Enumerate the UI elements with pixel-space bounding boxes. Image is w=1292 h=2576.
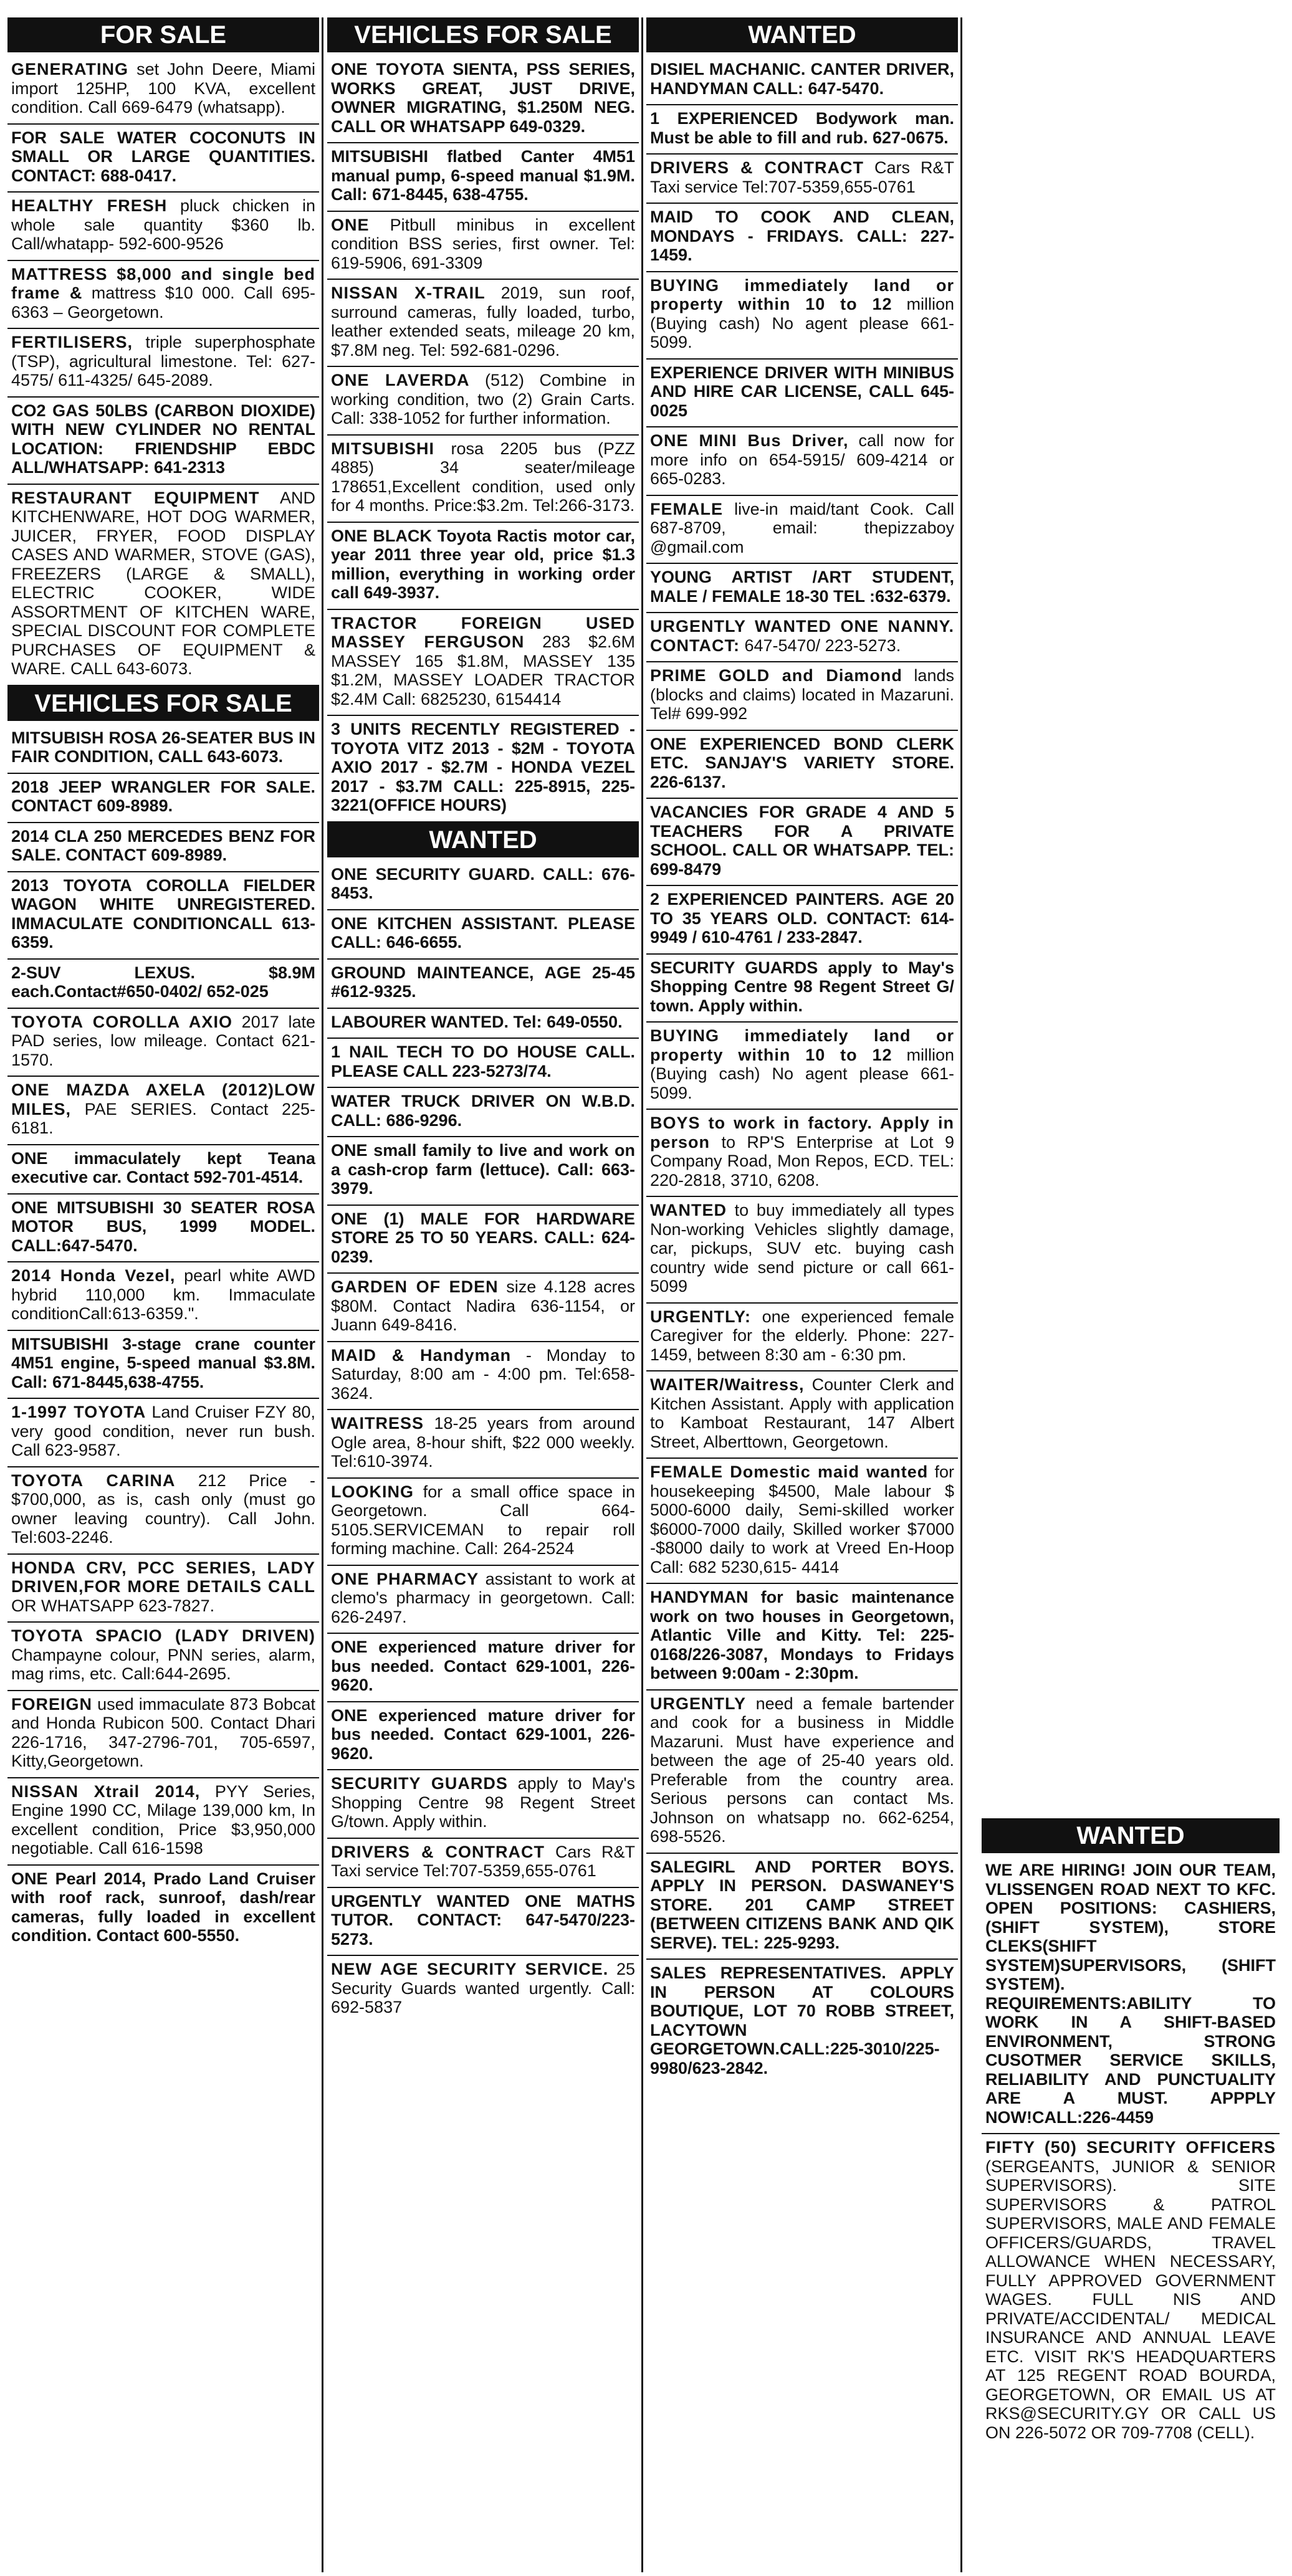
classified-ad <box>646 1371 958 1459</box>
classifieds-column-4 <box>982 1818 1280 2448</box>
classified-ad <box>7 1555 319 1623</box>
ad-lead-text: ONE <box>331 215 370 234</box>
classified-ad <box>7 56 319 125</box>
ad-lead-text: 2014 Honda Vezel, <box>11 1266 176 1285</box>
ad-lead-text: NEW AGE SECURITY SERVICE. <box>331 1960 609 1978</box>
ad-body-text: need a female bartender and cook for a business in Middle Mazaruni. Must have experience and between the age of 25-40 years old. Preferable from the country area. Serious persons can contact Ms. Johnson on whatsapp no. 662-6254, 698-5526. <box>650 1694 954 1846</box>
ad-lead-text: DRIVERS & CONTRACT <box>331 1842 545 1861</box>
ad-body-text: used immaculate 873 Bobcat and Honda Rubicon 500. Contact Dhari 226-1716, 347-2796-701, 705-6597, Kitty,Georgetown. <box>11 1694 315 1770</box>
ad-body-text: SECURITY GUARDS apply to May's Shopping Centre 98 Regent Street G/ town. Apply within. <box>650 958 954 1015</box>
ad-body-text: ONE experienced mature driver for bus needed. Contact 629-1001, 226-9620. <box>331 1705 635 1763</box>
ad-body-text: 2018 JEEP WRANGLER FOR SALE. CONTACT 609-8989. <box>11 777 315 815</box>
ad-lead-text: BOYS to work in factory. Apply in person <box>650 1114 954 1152</box>
ad-body-text: EXPERIENCE DRIVER WITH MINIBUS AND HIRE CAR LICENSE, CALL 645-0025 <box>650 363 954 420</box>
ad-lead-text: BUYING immediately land or property within 10 to 12 <box>650 1026 954 1064</box>
classified-ad <box>982 2134 1280 2448</box>
ad-body-text: WATER TRUCK DRIVER ON W.B.D. CALL: 686-9296. <box>331 1092 635 1130</box>
section-header: WANTED <box>646 17 958 52</box>
ad-body-text: MITSUBISH ROSA 26-SEATER BUS IN FAIR CONDITION, CALL 643-6073. <box>11 728 315 766</box>
ad-body-text: to buy immediately all types Non-working Vehicles slightly damage, car, pickups, SUV etc. buying cash country wide send picture or call 661-5099 <box>650 1201 954 1295</box>
ad-body-text: one experienced female Caregiver for the elderly. Phone: 227-1459, between 8:30 am - 6:30 pm. <box>650 1307 954 1364</box>
classified-ad <box>327 280 639 367</box>
classified-ad <box>646 56 958 105</box>
ad-lead-text: SECURITY GUARDS <box>331 1774 508 1793</box>
classified-ad <box>327 1274 639 1342</box>
ad-body-text: ONE KITCHEN ASSISTANT. PLEASE CALL: 646-6655. <box>331 914 635 952</box>
classified-ad <box>7 261 319 330</box>
classified-ad <box>327 1839 639 1888</box>
ad-body-text: 2017 late PAD series, low mileage. Contact 621-1570. <box>11 1012 315 1069</box>
classified-ad <box>327 910 639 960</box>
ad-lead-text: GENERATING <box>11 60 129 79</box>
classified-ad <box>646 1304 958 1372</box>
classified-ad <box>7 960 319 1009</box>
section-header: VEHICLES FOR SALE <box>7 686 319 721</box>
classified-ad <box>646 427 958 496</box>
classified-ad <box>327 367 639 436</box>
ad-body-text: million (Buying cash) No agent please 661-5099. <box>650 295 954 351</box>
ad-body-text: YOUNG ARTIST /ART STUDENT, MALE / FEMALE 18-30 TEL :632-6379. <box>650 568 954 606</box>
ad-lead-text: FERTILISERS, <box>11 333 133 351</box>
classified-ad <box>646 731 958 799</box>
ad-lead-text: TOYOTA CARINA <box>11 1471 176 1490</box>
ad-body-text: set John Deere, Miami import 125HP, 100 KVA, excellent condition. Call 669-6479 (whatsapp). <box>11 60 315 117</box>
section-header: WANTED <box>327 823 639 857</box>
classified-ad <box>327 960 639 1009</box>
ad-body-text: ONE small family to live and work on a cash-crop farm (lettuce). Call: 663-3979. <box>331 1141 635 1198</box>
classified-ad <box>646 204 958 272</box>
classified-ad <box>646 799 958 886</box>
ad-body-text: mattress $10 000. Call 695-6363 – Georgetown. <box>11 284 315 322</box>
section-header: FOR SALE <box>7 17 319 52</box>
classifieds-column-3 <box>646 17 958 2084</box>
ad-body-text: million (Buying cash) No agent please 661-5099. <box>650 1045 954 1102</box>
ad-body-text: ONE (1) MALE FOR HARDWARE STORE 25 TO 50 YEARS. CALL: 624-0239. <box>331 1209 635 1266</box>
ad-body-text: - Monday to Saturday, 8:00 am - 4:00 pm. Tel:658-3624. <box>331 1345 635 1403</box>
classified-ad <box>7 725 319 774</box>
ad-lead-text: NISSAN Xtrail 2014, <box>11 1782 201 1801</box>
ad-lead-text: MITSUBISHI <box>331 439 435 458</box>
ad-body-text: size 4.128 acres $80M. Contact Nadira 636-1154, or Juann 649-8416. <box>331 1277 635 1334</box>
ad-body-text: MITSUBISHI 3-stage crane counter 4M51 engine, 5-speed manual $3.8M. Call: 671-8445,638-4755. <box>11 1334 315 1391</box>
column-divider <box>960 17 962 2572</box>
classified-ad <box>327 861 639 910</box>
classified-ad <box>646 564 958 613</box>
ad-body-text: 283 $2.6M MASSEY 165 $1.8M, MASSEY 135 $1.2M, MASSEY LOADER TRACTOR $2.4M Call: 6825230, 6154414 <box>331 632 635 708</box>
ad-lead-text: ONE LAVERDA <box>331 371 470 389</box>
ad-body-text: 1 EXPERIENCED Bodywork man. Must be able to fill and rub. 627-0675. <box>650 109 954 147</box>
classified-ad <box>646 1197 958 1304</box>
classified-ad <box>646 1584 958 1691</box>
ad-body-text: for a small office space in Georgetown. Call 664-5105.SERVICEMAN to repair roll forming machine. Call: 264-2524 <box>331 1482 635 1558</box>
ad-lead-text: ONE MAZDA AXELA (2012)LOW MILES, <box>11 1080 315 1119</box>
classified-ad <box>7 1399 319 1467</box>
ad-body-text: pearl white AWD hybrid 110,000 km. Immaculate conditionCall:613-6359.". <box>11 1266 315 1323</box>
classified-ad <box>646 886 958 955</box>
ad-lead-text: FOREIGN <box>11 1694 93 1714</box>
classified-ad <box>327 1088 639 1137</box>
ad-body-text: 3 UNITS RECENTLY REGISTERED - TOYOTA VITZ 2013 - $2M - TOYOTA AXIO 2017 - $2.7M - HONDA VEZEL 2017 - $3.7M CALL: 225-8915, 225-3221(OFFICE HOURS) <box>331 720 635 814</box>
ad-body-text: ONE Pearl 2014, Prado Land Cruiser with roof rack, sunroof, dash/rear cameras, fully loaded in excellent condition. Contact 600-5550. <box>11 1869 315 1945</box>
ad-lead-text: NISSAN X-TRAIL <box>331 284 486 302</box>
classified-ad <box>327 143 639 212</box>
ad-body-text: FOR SALE WATER COCONUTS IN SMALL OR LARGE QUANTITIES. CONTACT: 688-0417. <box>11 128 315 185</box>
ad-body-text: 2014 CLA 250 MERCEDES BENZ FOR SALE. CONTACT 609-8989. <box>11 826 315 864</box>
ad-lead-text: URGENTLY WANTED ONE NANNY. CONTACT: <box>650 617 954 655</box>
classified-ad <box>7 485 319 686</box>
ad-body-text: ONE experienced mature driver for bus needed. Contact 629-1001, 226-9620. <box>331 1638 635 1694</box>
ad-body-text: rosa 2205 bus (PZZ 4885) 34 seater/mileage 178651,Excellent condition, used only for 4 months. Price:$3.2m. Tel:266-3173. <box>331 439 635 515</box>
ad-body-text: Pitbull minibus in excellent condition BSS series, first owner. Tel: 619-5906, 691-3309 <box>331 215 635 272</box>
ad-body-text: Cars R&T Taxi service Tel:707-5359,655-0761 <box>650 158 954 196</box>
ad-lead-text: WAITRESS <box>331 1414 424 1433</box>
ad-lead-text: LOOKING <box>331 1482 414 1501</box>
ad-body-text: (SERGEANTS, JUNIOR & SENIOR SUPERVISORS). SITE SUPERVISORS & PATROL SUPERVISORS, MALE AND FEMALE OFFICERS/GUARDS, TRAVEL ALLOWANCE WHEN NECESSARY, FULLY APPROVED GOVERNMENT WAGES. FULL NIS AND PRIVATE/ACCIDENTAL/ MEDICAL INSURANCE AND ANNUAL LEAVE ETC. VISIT RK'S HEADQUARTERS AT 125 REGENT ROAD BOURDA, GEORGETOWN, OR EMAIL US AT RKS@SECURITY.GY OR CALL US ON 226-5072 OR 709-7708 (CELL). <box>985 2157 1276 2442</box>
classified-ad <box>327 1479 639 1566</box>
classified-ad <box>646 1854 958 1960</box>
ad-lead-text: TOYOTA COROLLA AXIO <box>11 1012 232 1031</box>
ad-lead-text: FIFTY (50) SECURITY OFFICERS <box>985 2138 1276 2157</box>
ad-lead-text: URGENTLY <box>650 1694 747 1713</box>
section-header: WANTED <box>982 1818 1280 1853</box>
ad-body-text: 2013 TOYOTA COROLLA FIELDER WAGON WHITE UNREGISTERED. IMMACULATE CONDITIONCALL 613-6359. <box>11 875 315 952</box>
classified-ad <box>7 1623 319 1691</box>
classifieds-column-2 <box>327 17 639 2023</box>
ad-body-text: SALES REPRESENTATIVES. APPLY IN PERSON AT COLOURS BOUTIQUE, LOT 70 ROBB STREET, LACYTOWN GEORGETOWN.CALL:225-3010/225-9980/623-2842. <box>650 1963 954 2077</box>
ad-body-text: (512) Combine in working condition, two (2) Grain Carts. Call: 338-1052 for further information. <box>331 371 635 427</box>
classified-ad <box>327 610 639 717</box>
ad-body-text: PYY Series, Engine 1990 CC, Milage 139,000 km, In excellent condition, Price $3,950,000 negotiable. Call 616-1598 <box>11 1782 315 1858</box>
classified-ad <box>646 1110 958 1197</box>
classified-ad <box>646 955 958 1023</box>
classified-ad <box>7 1262 319 1331</box>
classified-ad <box>646 360 958 428</box>
classified-ad <box>7 1467 319 1555</box>
ad-body-text: ONE BLACK Toyota Ractis motor car, year 2011 three year old, price $1.3 million, everything in working order call 649-3937. <box>331 526 635 602</box>
ad-lead-text: URGENTLY: <box>650 1307 752 1326</box>
ad-body-text: ONE EXPERIENCED BOND CLERK ETC. SANJAY'S VARIETY STORE. 226-6137. <box>650 734 954 791</box>
ad-body-text: 18-25 years from around Ogle area, 8-hour shift, $22 000 weekly. Tel:610-3974. <box>331 1414 635 1471</box>
ad-body-text: assistant to work at clemo's pharmacy in georgetown. Call: 626-2497. <box>331 1569 635 1626</box>
classified-ad <box>646 613 958 662</box>
classified-ad <box>327 1410 639 1479</box>
ad-body-text: ONE MITSUBISHI 30 SEATER ROSA MOTOR BUS, 1999 MODEL. CALL:647-5470. <box>11 1198 315 1255</box>
classified-ad <box>327 716 639 823</box>
ad-lead-text: GARDEN OF EDEN <box>331 1277 499 1296</box>
ad-lead-text: MAID & Handyman <box>331 1345 512 1365</box>
ad-body-text: 25 Security Guards wanted urgently. Call: 692-5837 <box>331 1960 635 2016</box>
classified-ad <box>7 872 319 960</box>
ad-lead-text: TOYOTA SPACIO (LADY DRIVEN) <box>11 1626 315 1645</box>
classified-ad <box>327 1566 639 1634</box>
classified-ad <box>327 1009 639 1039</box>
ad-body-text: for housekeeping $4500, Male labour $ 5000-6000 daily, Semi-skilled worker $6000-7000 daily, Skilled worker $7000 -$8000 daily to work at Vreed En-Hoop Call: 682 5230,615- 4414 <box>650 1462 954 1577</box>
column-divider <box>322 17 323 2572</box>
ad-body-text: 212 Price - $700,000, as is, cash only (must go owner leaving country). Call John. Tel:603-2246. <box>11 1471 315 1547</box>
ad-lead-text: WANTED <box>650 1201 727 1219</box>
section-header: VEHICLES FOR SALE <box>327 17 639 52</box>
classified-ad <box>327 1888 639 1957</box>
ad-body-text: Land Cruiser FZY 80, very good condition, never run bush. Call 623-9587. <box>11 1403 316 1459</box>
ad-body-text: LABOURER WANTED. Tel: 649-0550. <box>331 1012 623 1031</box>
ad-lead-text: PRIME GOLD and Diamond <box>650 666 902 685</box>
ad-body-text: ONE SECURITY GUARD. CALL: 676-8453. <box>331 864 635 902</box>
classified-ad <box>7 398 319 485</box>
classified-ad <box>327 436 639 523</box>
classified-ad <box>646 662 958 731</box>
classified-ad <box>646 1459 958 1584</box>
classified-ad <box>7 1145 319 1195</box>
classified-ad <box>646 1960 958 2084</box>
ad-body-text: Champayne colour, PNN series, alarm, mag rims, etc. Call:644-2695. <box>11 1645 315 1683</box>
ad-lead-text: WAITER/Waitress, <box>650 1375 805 1394</box>
ad-body-text: ONE immaculately kept Teana executive car. Contact 592-701-4514. <box>11 1148 315 1186</box>
ad-body-text: triple superphosphate (TSP), agricultural limestone. Tel: 627-4575/ 611-4325/ 645-2089. <box>11 333 315 389</box>
ad-body-text: DISIEL MACHANIC. CANTER DRIVER, HANDYMAN CALL: 647-5470. <box>650 60 954 98</box>
ad-body-text: CO2 GAS 50LBS (CARBON DIOXIDE) WITH NEW CYLINDER NO RENTAL LOCATION: FRIENDSHIP EBDC ALL/WHATSAPP: 641-2313 <box>11 401 315 477</box>
ad-body-text: AND KITCHENWARE, HOT DOG WARMER, JUICER, FRYER, FOOD DISPLAY CASES AND WARMER, STOVE (GAS), FREEZERS (LARGE & SMALL), ELECTRIC COOKER, WIDE ASSORTMENT OF KITCHEN WARE, SPECIAL DISCOUNT FOR COMPLETE PURCHASES OF EQUIPMENT & WARE. CALL 643-6073. <box>11 488 315 678</box>
classifieds-column-1 <box>7 17 319 1952</box>
classified-ad <box>327 1770 639 1839</box>
ad-body-text: 1 NAIL TECH TO DO HOUSE CALL. PLEASE CALL 223-5273/74. <box>331 1042 635 1080</box>
ad-lead-text: FEMALE <box>650 499 723 518</box>
ad-body-text: live-in maid/tant Cook. Call 687-8709, email: thepizzaboy @gmail.com <box>650 499 954 556</box>
classified-ad <box>327 1137 639 1206</box>
ad-body-text: URGENTLY WANTED ONE MATHS TUTOR. CONTACT: 647-5470/223-5273. <box>331 1891 635 1949</box>
classified-ad <box>327 1702 639 1771</box>
ad-body-text: 647-5470/ 223-5273. <box>739 636 901 655</box>
classified-ad <box>327 1634 639 1702</box>
classified-ad <box>7 1331 319 1400</box>
ad-body-text: pluck chicken in whole sale quantity $360 lb. Call/whatapp- 592-600-9526 <box>11 196 315 253</box>
classified-ad <box>327 1956 639 2023</box>
classified-ad <box>7 774 319 823</box>
classified-ad <box>7 329 319 398</box>
ad-body-text: 2019, sun roof, surround cameras, fully loaded, turbo, leather extended seats, mileage 20 km, $7.8M neg. Tel: 592-681-0296. <box>331 284 635 360</box>
ad-body-text: VACANCIES FOR GRADE 4 AND 5 TEACHERS FOR A PRIVATE SCHOOL. CALL OR WHATSAPP. TEL: 699-8479 <box>650 803 954 879</box>
ad-body-text: apply to May's Shopping Centre 98 Regent Street G/town. Apply within. <box>331 1774 635 1831</box>
ad-lead-text: HONDA CRV, PCC SERIES, LADY DRIVEN,FOR MORE DETAILS CALL <box>11 1558 315 1596</box>
ad-body-text: OR WHATSAPP 623-7827. <box>11 1596 215 1615</box>
classified-ad <box>646 105 958 155</box>
classified-ad <box>7 1866 319 1952</box>
ad-body-text: MAID TO COOK AND CLEAN, MONDAYS - FRIDAYS. CALL: 227-1459. <box>650 208 954 264</box>
classified-ad <box>327 523 639 610</box>
ad-lead-text: RESTAURANT EQUIPMENT <box>11 488 260 507</box>
classified-ad <box>7 1077 319 1145</box>
ad-lead-text: HEALTHY FRESH <box>11 196 168 215</box>
ad-body-text: to RP'S Enterprise at Lot 9 Company Road, Mon Repos, ECD. TEL: 220-2818, 3710, 6208. <box>650 1132 954 1190</box>
ad-lead-text: ONE PHARMACY <box>331 1569 479 1588</box>
classified-ad <box>7 1778 319 1866</box>
ad-lead-text: FEMALE Domestic maid wanted <box>650 1462 929 1481</box>
ad-body-text: 2 EXPERIENCED PAINTERS. AGE 20 TO 35 YEARS OLD. CONTACT: 614-9949 / 610-4761 / 233-2847. <box>650 890 954 947</box>
classified-ad <box>646 155 958 204</box>
ad-lead-text: BUYING immediately land or property within 10 to 12 <box>650 275 954 313</box>
ad-lead-text: ONE MINI Bus Driver, <box>650 431 849 450</box>
ad-body-text: PAE SERIES. Contact 225-6181. <box>11 1099 315 1137</box>
classified-ad <box>327 1039 639 1088</box>
classified-ad <box>327 1206 639 1274</box>
ad-body-text: lands (blocks and claims) located in Mazaruni. Tel# 699-992 <box>650 666 954 723</box>
ad-body-text: call now for more info on 654-5915/ 609-4214 or 665-0283. <box>650 431 955 488</box>
classified-ad <box>7 193 319 261</box>
classified-ad <box>646 1691 958 1854</box>
ad-body-text: SALEGIRL AND PORTER BOYS. APPLY IN PERSON. DASWANEY'S STORE. 201 CAMP STREET (BETWEEN CITIZENS BANK AND QIK SERVE). TEL: 225-9293. <box>650 1857 954 1952</box>
ad-body-text: GROUND MAINTEANCE, AGE 25-45 #612-9325. <box>331 963 635 1001</box>
classified-ad <box>7 1691 319 1778</box>
classified-ad <box>7 823 319 872</box>
ad-lead-text: 1-1997 TOYOTA <box>11 1403 146 1421</box>
classified-ad <box>646 1023 958 1110</box>
classified-ad <box>7 1195 319 1263</box>
ad-body-text: Cars R&T Taxi service Tel:707-5359,655-0761 <box>331 1842 635 1880</box>
ad-body-text: MITSUBISHI flatbed Canter 4M51 manual pump, 6-speed manual $1.9M. Call: 671-8445, 638-4755. <box>331 147 635 204</box>
classified-ad <box>646 272 958 360</box>
ad-body-text: WE ARE HIRING! JOIN OUR TEAM, VLISSENGEN ROAD NEXT TO KFC. OPEN POSITIONS: CASHIERS, (SHIFT SYSTEM), STORE CLEKS(SHIFT SYSTEM)SUPERVISORS, (SHIFT SYSTEM). REQUIREMENTS:ABILITY TO WORK IN A SHIFT-BASED ENVIRONMENT, STRONG CUSOTMER SERVICE SKILLS, RELIABILITY AND PUNCTUALITY ARE A MUST. APPPLY NOW!CALL:226-4459 <box>985 1861 1276 2127</box>
ad-lead-text: DRIVERS & CONTRACT <box>650 158 864 177</box>
classified-ad <box>327 56 639 143</box>
ad-lead-text: MATTRESS $8,000 and single bed frame & <box>11 264 315 302</box>
classified-ad <box>982 1857 1280 2134</box>
classified-ad <box>327 1342 639 1411</box>
ad-lead-text: TRACTOR FOREIGN USED MASSEY FERGUSON <box>331 613 635 651</box>
classified-ad <box>327 212 639 280</box>
ad-body-text: 2-SUV LEXUS. $8.9M each.Contact#650-0402/ 652-025 <box>11 963 315 1001</box>
column-divider <box>641 17 643 2572</box>
classified-ad <box>7 1009 319 1077</box>
ad-body-text: Counter Clerk and Kitchen Assistant. Apply with application to Kamboat Restaurant, 147 Albert Street, Alberttown, Georgetown. <box>650 1375 954 1451</box>
classified-ad <box>7 125 319 193</box>
classified-ad <box>646 496 958 565</box>
ad-body-text: ONE TOYOTA SIENTA, PSS SERIES, WORKS GREAT, JUST DRIVE, OWNER MIGRATING, $1.250M NEG. CALL OR WHATSAPP 649-0329. <box>331 60 635 136</box>
ad-body-text: HANDYMAN for basic maintenance work on two houses in Georgetown, Atlantic Ville and Kitty. Tel: 225-0168/226-3087, Mondays to Fridays between 9:00am - 2:30pm. <box>650 1588 954 1682</box>
